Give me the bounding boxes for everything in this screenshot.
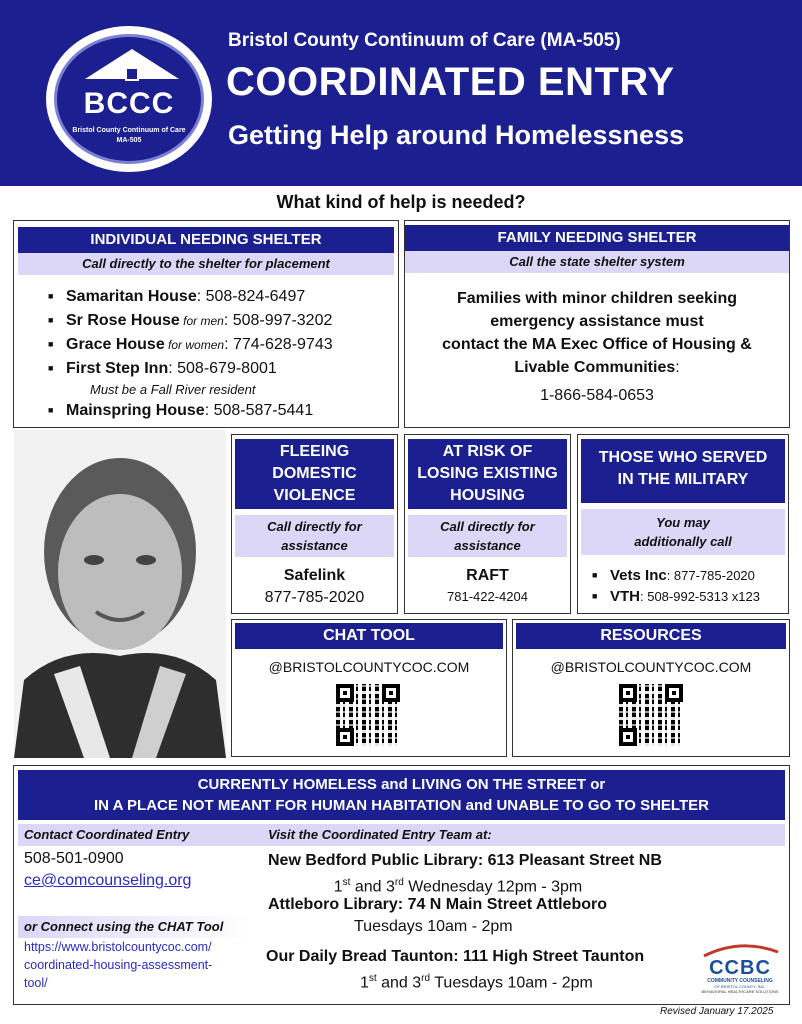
bccc-logo [46,26,212,172]
individual-shelter-box [13,220,399,428]
individual-instruction: Call directly to the shelter for placement [18,253,394,275]
street-homeless-box [13,765,790,1005]
housing-phone: 781-422-4204 [447,589,528,604]
family-line-2: emergency assistance must [490,313,704,330]
header-banner [0,0,802,186]
resources-box [512,619,790,757]
domestic-phone: 877-785-2020 [264,589,365,606]
person-photo [14,430,226,758]
domestic-violence-box [231,434,398,614]
contact-phone: 508-501-0900 [24,850,124,867]
chat-site: @BRISTOLCOUNTYCOC.COM [268,659,470,675]
list-item: ■ VTH: 508-992-5313 x123 [588,586,788,607]
resources-site: @BRISTOLCOUNTYCOC.COM [550,659,752,675]
list-item: ■ Grace House for women: 774-628-9743 [44,333,398,357]
domestic-title: FLEEING DOMESTIC VIOLENCE [235,439,394,509]
location-taunton: Our Daily Bread Taunton: 111 High Street Taunton 1st and 3rd Tuesdays 10am - 2pm [266,948,645,992]
logo-code: MA-505 [116,137,142,144]
chat-title: CHAT TOOL [235,623,503,649]
page-title: COORDINATED ENTRY [226,60,675,104]
family-line-1: Families with minor children seeking [456,290,738,307]
resources-title: RESOURCES [516,623,786,649]
list-item: ■ Vets Inc: 877-785-2020 [588,565,788,586]
family-instruction: Call the state shelter system [405,251,789,273]
individual-title: INDIVIDUAL NEEDING SHELTER [18,227,394,253]
chat-tool-box [231,619,507,757]
revised-date: Revised January 17.2025 [660,1006,774,1017]
housing-instruction: Call directly for assistance [408,515,567,557]
contact-label: Contact Coordinated Entry [24,827,190,842]
family-phone: 1-866-584-0653 [540,387,654,404]
list-item: ■ Sr Rose House for men: 508-997-3202 [44,309,398,333]
list-item: ■ First Step Inn: 508-679-8001 [44,357,398,381]
contact-email-link[interactable]: ce@comcounseling.org [24,872,192,889]
military-list [588,565,788,607]
military-title: THOSE WHO SERVED IN THE MILITARY [581,439,785,503]
logo-acronym: BCCC [83,87,175,120]
page-subtitle: Getting Help around Homelessness [228,120,685,150]
military-box [577,434,789,614]
housing-title: AT RISK OF LOSING EXISTING HOUSING [408,439,567,509]
chat-qr-code[interactable] [336,684,400,746]
domestic-org: Safelink [283,567,346,584]
street-title: CURRENTLY HOMELESS and LIVING ON THE STREET or IN A PLACE NOT MEANT FOR HUMAN HABITATION and UNABLE TO GO TO SHELTER [18,770,785,820]
shelter-list [44,285,398,381]
housing-org: RAFT [466,567,509,584]
street-subheader [18,824,785,846]
logo-name: Bristol County Continuum of Care [72,127,186,134]
family-title: FAMILY NEEDING SHELTER [405,225,789,251]
family-line-3: contact the MA Exec Office of Housing & [442,336,752,353]
window-icon [125,67,139,81]
domestic-instruction: Call directly for assistance [235,515,394,557]
chat-url-link[interactable]: https://www.bristolcountycoc.com/ coordinated-housing-assessment- tool/ [24,940,213,990]
ccbc-logo: CCBC COMMUNITY COUNSELING OF BRISTOL COUNTY, INC. BEHAVIORAL HEALTHCARE SOLUTIONS [698,944,782,1000]
location-attleboro: Attleboro Library: 74 N Main Street Attleboro Tuesdays 10am - 2pm [268,896,607,935]
list-item: ■ Mainspring House: 508-587-5441 [44,399,398,422]
location-new-bedford: New Bedford Public Library: 613 Pleasant Street NB 1st and 3rd Wednesday 12pm - 3pm [268,852,662,896]
shelter-list-cont [44,399,398,422]
military-instruction: You may additionally call [581,509,785,555]
help-question: What kind of help is needed? [276,192,526,212]
list-item: ■ Samaritan House: 508-824-6497 [44,285,398,309]
visit-label: Visit the Coordinated Entry Team at: [268,827,492,842]
family-line-4: Livable Communities [514,359,676,376]
family-shelter-box: FAMILY NEEDING SHELTER Call the state shelter system Families with minor children seeking emergency assistance must contact the MA Exec Office of Housing & Livable Communities: 1-866-584-0653 [404,220,790,428]
org-name: Bristol County Continuum of Care (MA-505) [228,30,621,51]
chat-connect-label: or Connect using the CHAT Tool [18,916,252,938]
housing-risk-box [404,434,571,614]
resources-qr-code[interactable] [619,684,683,746]
residency-note: Must be a Fall River resident [90,382,256,397]
